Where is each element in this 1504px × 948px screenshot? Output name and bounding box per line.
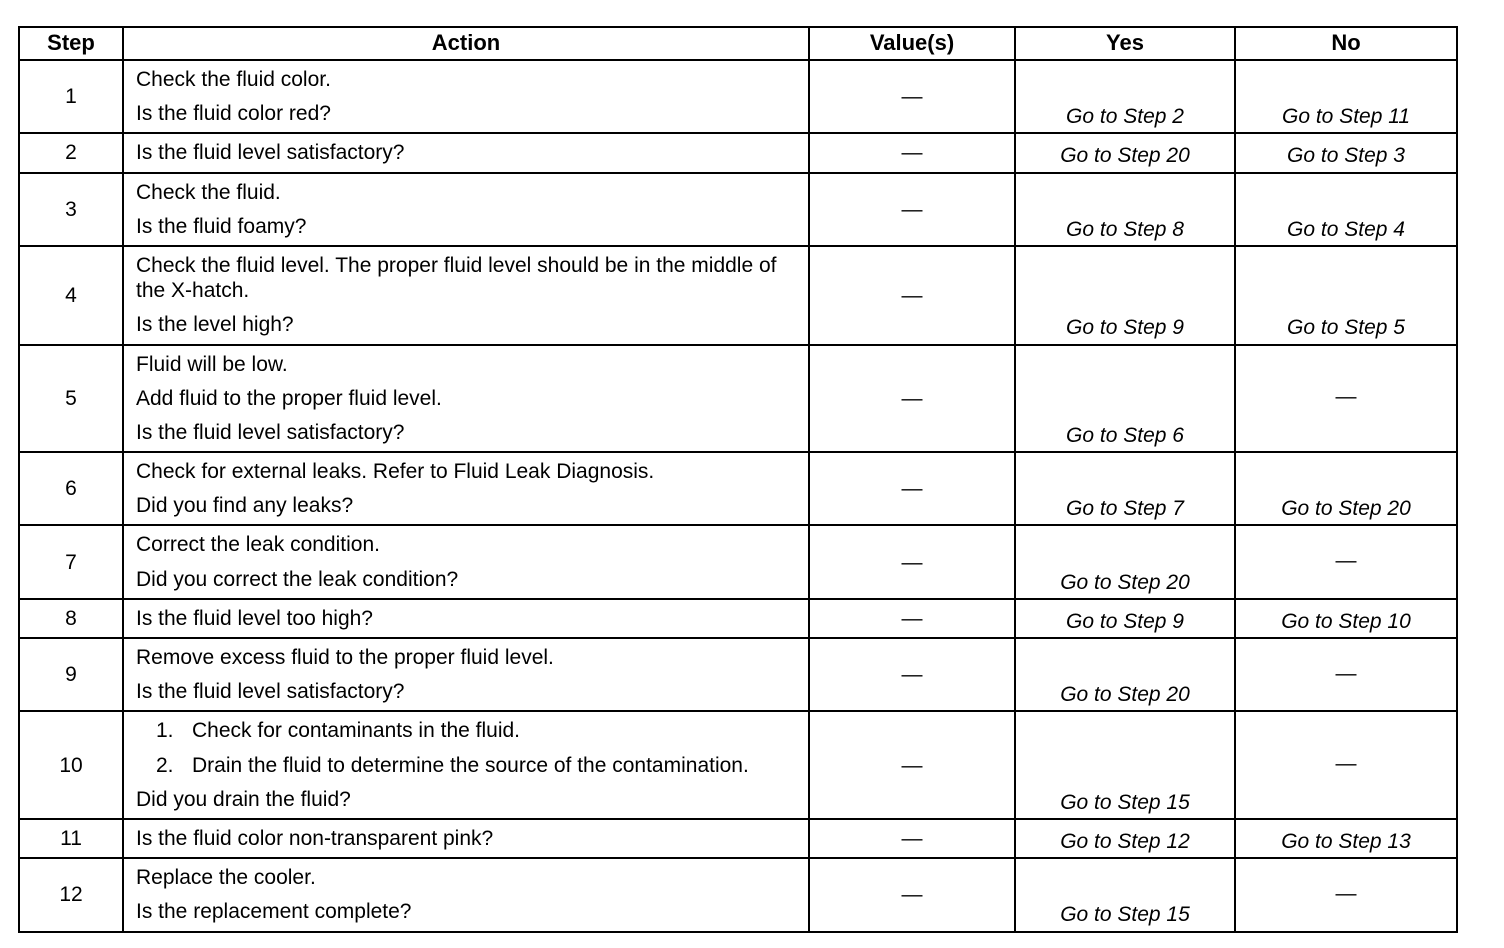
action-line: Is the fluid level too high?	[136, 606, 373, 630]
action-cell	[123, 711, 809, 819]
table-body	[19, 60, 1457, 932]
action-line: Remove excess fluid to the proper fluid level.	[136, 646, 554, 669]
step-cell: 12	[19, 858, 123, 931]
action-line: Did you drain the fluid?	[136, 787, 351, 811]
value-cell: —	[809, 638, 1015, 711]
no-cell: Go to Step 5	[1235, 246, 1457, 345]
no-cell: —	[1235, 638, 1457, 711]
step-cell: 11	[19, 819, 123, 858]
value-cell: —	[809, 452, 1015, 525]
no-cell: Go to Step 10	[1235, 599, 1457, 638]
list-text: Check for contaminants in the fluid.	[192, 719, 521, 743]
value-cell: —	[809, 711, 1015, 819]
action-line: Is the level high?	[136, 313, 294, 337]
diagnostic-table	[18, 26, 1458, 933]
action-cell	[123, 246, 809, 345]
value-cell: —	[809, 599, 1015, 638]
value-cell: —	[809, 858, 1015, 931]
list-text: Drain the fluid to determine the source of the contamination.	[192, 753, 749, 777]
yes-cell: Go to Step 6	[1015, 345, 1235, 453]
step-cell: 6	[19, 452, 123, 525]
value-cell: —	[809, 345, 1015, 453]
yes-cell: Go to Step 20	[1015, 133, 1235, 172]
step-cell: 1	[19, 60, 123, 133]
action-line: Replace the cooler.	[136, 866, 316, 890]
header-values: Value(s)	[809, 27, 1015, 60]
step-cell: 9	[19, 638, 123, 711]
yes-cell: Go to Step 20	[1015, 638, 1235, 711]
action-line: Is the fluid level satisfactory?	[136, 141, 405, 165]
value-cell: —	[809, 60, 1015, 133]
list-number: 2.	[156, 753, 174, 777]
header-row	[19, 27, 1457, 60]
list-number: 1.	[156, 719, 174, 743]
header-no: No	[1235, 27, 1457, 60]
yes-cell: Go to Step 12	[1015, 819, 1235, 858]
action-cell	[123, 133, 809, 172]
action-line: Is the fluid level satisfactory?	[136, 420, 405, 444]
yes-cell: Go to Step 8	[1015, 173, 1235, 246]
action-cell	[123, 599, 809, 638]
table-row	[19, 246, 1457, 345]
action-cell	[123, 819, 809, 858]
action-line: Fluid will be low.	[136, 352, 288, 376]
action-cell	[123, 173, 809, 246]
table-row	[19, 711, 1457, 819]
table-row	[19, 858, 1457, 931]
table-row	[19, 819, 1457, 858]
step-cell: 3	[19, 173, 123, 246]
action-cell	[123, 452, 809, 525]
yes-cell: Go to Step 15	[1015, 858, 1235, 931]
no-cell: —	[1235, 711, 1457, 819]
value-cell: —	[809, 173, 1015, 246]
table-row	[19, 133, 1457, 172]
table-row	[19, 345, 1457, 453]
no-cell: —	[1235, 525, 1457, 598]
value-cell: —	[809, 133, 1015, 172]
action-line: Check the fluid.	[136, 180, 281, 204]
table-row	[19, 599, 1457, 638]
action-cell	[123, 345, 809, 453]
yes-cell: Go to Step 15	[1015, 711, 1235, 819]
action-line: Is the fluid level satisfactory?	[136, 680, 405, 704]
yes-cell: Go to Step 9	[1015, 246, 1235, 345]
yes-cell: Go to Step 20	[1015, 525, 1235, 598]
action-cell	[123, 525, 809, 598]
no-cell: Go to Step 3	[1235, 133, 1457, 172]
action-line: Did you find any leaks?	[136, 494, 354, 518]
header-yes: Yes	[1015, 27, 1235, 60]
action-list-item	[136, 753, 800, 778]
table-row	[19, 525, 1457, 598]
action-line: Check the fluid level. The proper fluid level should be in the middle of the X-hatch.	[136, 253, 777, 303]
header-step: Step	[19, 27, 123, 60]
value-cell: —	[809, 819, 1015, 858]
step-cell: 8	[19, 599, 123, 638]
action-line: Is the fluid color non-transparent pink?	[136, 826, 494, 850]
table-row	[19, 60, 1457, 133]
step-cell: 5	[19, 345, 123, 453]
action-cell	[123, 60, 809, 133]
table-row	[19, 638, 1457, 711]
yes-cell: Go to Step 2	[1015, 60, 1235, 133]
step-cell: 10	[19, 711, 123, 819]
action-cell	[123, 638, 809, 711]
action-line: Check for external leaks. Refer to Fluid Leak Diagnosis.	[136, 460, 655, 484]
action-line: Add fluid to the proper fluid level.	[136, 386, 442, 410]
action-line: Correct the leak condition.	[136, 533, 380, 557]
value-cell: —	[809, 246, 1015, 345]
no-cell: Go to Step 13	[1235, 819, 1457, 858]
yes-cell: Go to Step 9	[1015, 599, 1235, 638]
no-cell: —	[1235, 858, 1457, 931]
action-line: Is the fluid foamy?	[136, 214, 307, 238]
yes-cell: Go to Step 7	[1015, 452, 1235, 525]
no-cell: —	[1235, 345, 1457, 453]
no-cell: Go to Step 11	[1235, 60, 1457, 133]
action-line: Check the fluid color.	[136, 68, 331, 91]
step-cell: 2	[19, 133, 123, 172]
step-cell: 7	[19, 525, 123, 598]
step-cell: 4	[19, 246, 123, 345]
no-cell: Go to Step 20	[1235, 452, 1457, 525]
action-list-item	[136, 718, 800, 743]
header-action: Action	[123, 27, 809, 60]
table-row	[19, 173, 1457, 246]
action-line: Did you correct the leak condition?	[136, 567, 459, 591]
action-line: Is the replacement complete?	[136, 900, 412, 924]
no-cell: Go to Step 4	[1235, 173, 1457, 246]
value-cell: —	[809, 525, 1015, 598]
table-row	[19, 452, 1457, 525]
action-line: Is the fluid color red?	[136, 102, 331, 126]
action-cell	[123, 858, 809, 931]
